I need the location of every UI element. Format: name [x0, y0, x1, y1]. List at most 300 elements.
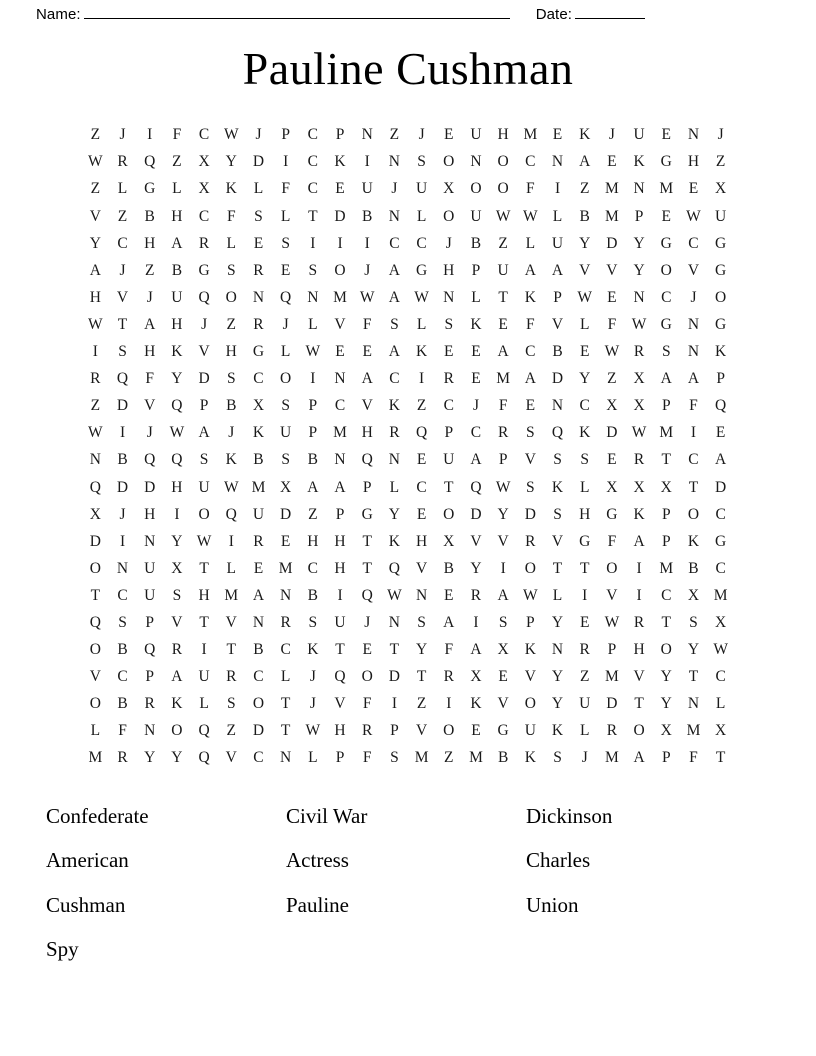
grid-cell[interactable]: L [226, 559, 237, 577]
grid-cell[interactable]: I [419, 370, 425, 388]
grid-cell[interactable]: H [144, 343, 156, 361]
grid-cell[interactable]: B [117, 641, 128, 659]
grid-cell[interactable]: Z [389, 126, 400, 144]
grid-cell[interactable]: J [364, 613, 371, 631]
grid-cell[interactable]: I [310, 370, 316, 388]
grid-cell[interactable]: L [199, 695, 209, 713]
grid-cell[interactable]: V [334, 695, 346, 713]
grid-cell[interactable]: S [580, 451, 590, 469]
grid-cell[interactable]: X [252, 397, 265, 415]
grid-cell[interactable]: E [552, 126, 563, 144]
grid-cell[interactable]: C [715, 668, 726, 686]
grid-cell[interactable]: Z [90, 126, 101, 144]
grid-cell[interactable]: W [523, 207, 538, 225]
grid-cell[interactable]: O [497, 153, 509, 171]
grid-cell[interactable]: T [280, 695, 291, 713]
grid-cell[interactable]: W [686, 207, 701, 225]
grid-cell[interactable]: O [660, 641, 672, 659]
grid-cell[interactable]: J [472, 397, 479, 415]
grid-cell[interactable]: P [335, 505, 345, 523]
grid-cell[interactable]: W [631, 424, 647, 442]
grid-cell[interactable]: H [171, 315, 183, 333]
grid-cell[interactable]: T [199, 559, 209, 577]
grid-cell[interactable]: P [308, 424, 318, 442]
grid-cell[interactable]: B [552, 343, 563, 361]
grid-cell[interactable]: S [308, 613, 318, 631]
grid-cell[interactable]: L [117, 180, 128, 198]
grid-cell[interactable]: Z [444, 749, 454, 767]
grid-cell[interactable]: V [687, 261, 700, 279]
grid-cell[interactable]: B [253, 451, 264, 469]
grid-cell[interactable]: W [196, 532, 212, 550]
grid-cell[interactable]: Q [144, 641, 156, 659]
grid-cell[interactable]: Y [551, 695, 564, 713]
grid-cell[interactable]: S [553, 505, 562, 523]
grid-cell[interactable]: X [715, 613, 727, 631]
grid-cell[interactable]: L [552, 586, 563, 604]
word-list-item[interactable]: Spy [46, 937, 79, 962]
grid-cell[interactable]: P [362, 478, 372, 496]
grid-cell[interactable]: I [582, 586, 588, 604]
grid-cell[interactable]: U [144, 559, 156, 577]
grid-cell[interactable]: C [443, 397, 454, 415]
grid-cell[interactable]: A [633, 532, 645, 550]
grid-cell[interactable]: V [497, 695, 509, 713]
grid-cell[interactable]: Q [116, 370, 129, 388]
grid-cell[interactable]: G [660, 234, 672, 252]
grid-cell[interactable]: H [171, 478, 183, 496]
grid-cell[interactable]: E [335, 180, 345, 198]
grid-cell[interactable]: P [281, 126, 290, 144]
grid-cell[interactable]: T [634, 695, 644, 713]
grid-cell[interactable]: K [415, 343, 428, 361]
grid-cell[interactable]: S [226, 695, 236, 713]
grid-cell[interactable]: N [388, 153, 400, 171]
grid-cell[interactable]: Y [633, 234, 645, 252]
grid-cell[interactable]: F [607, 532, 617, 550]
grid-cell[interactable]: C [688, 451, 699, 469]
grid-cell[interactable]: O [89, 641, 101, 659]
grid-cell[interactable]: D [606, 424, 618, 442]
grid-cell[interactable]: V [171, 613, 183, 631]
grid-cell[interactable]: E [661, 126, 672, 144]
grid-cell[interactable]: U [470, 207, 482, 225]
grid-cell[interactable]: K [470, 315, 482, 333]
word-list-item[interactable]: American [46, 848, 129, 873]
grid-cell[interactable]: Y [660, 695, 672, 713]
grid-cell[interactable]: D [116, 397, 129, 415]
grid-cell[interactable]: E [280, 261, 291, 279]
grid-cell[interactable]: Z [579, 180, 590, 198]
grid-cell[interactable]: Y [171, 532, 183, 550]
grid-cell[interactable]: C [307, 153, 319, 171]
grid-cell[interactable]: O [89, 559, 101, 577]
grid-cell[interactable]: J [146, 424, 153, 442]
grid-cell[interactable]: M [469, 749, 483, 767]
grid-cell[interactable]: G [579, 532, 591, 550]
grid-cell[interactable]: X [606, 397, 618, 415]
grid-cell[interactable]: A [497, 586, 509, 604]
grid-cell[interactable]: Z [226, 315, 237, 333]
grid-cell[interactable]: O [225, 288, 237, 306]
grid-cell[interactable]: L [552, 207, 563, 225]
grid-cell[interactable]: S [417, 153, 426, 171]
grid-cell[interactable]: V [415, 722, 428, 740]
grid-cell[interactable]: X [470, 668, 482, 686]
grid-cell[interactable]: L [715, 695, 726, 713]
grid-cell[interactable]: H [225, 343, 237, 361]
grid-cell[interactable]: H [144, 234, 156, 252]
grid-cell[interactable]: V [470, 532, 482, 550]
grid-cell[interactable]: R [606, 722, 618, 740]
grid-cell[interactable]: W [305, 722, 321, 740]
grid-cell[interactable]: Q [144, 451, 156, 469]
grid-cell[interactable]: A [551, 261, 564, 279]
grid-cell[interactable]: L [471, 288, 481, 306]
grid-cell[interactable]: Q [715, 397, 727, 415]
grid-cell[interactable]: F [607, 315, 617, 333]
grid-cell[interactable]: N [307, 288, 319, 306]
grid-cell[interactable]: N [280, 749, 292, 767]
grid-cell[interactable]: U [551, 234, 564, 252]
grid-cell[interactable]: S [199, 451, 209, 469]
grid-cell[interactable]: M [333, 288, 347, 306]
grid-cell[interactable]: R [90, 370, 101, 388]
grid-cell[interactable]: W [88, 315, 103, 333]
grid-cell[interactable]: G [415, 261, 428, 279]
grid-cell[interactable]: T [362, 559, 372, 577]
grid-cell[interactable]: R [443, 370, 454, 388]
grid-cell[interactable]: Y [89, 234, 101, 252]
grid-cell[interactable]: Q [388, 559, 400, 577]
grid-cell[interactable]: A [470, 641, 482, 659]
grid-cell[interactable]: X [715, 722, 727, 740]
grid-cell[interactable]: W [169, 424, 185, 442]
grid-cell[interactable]: X [715, 180, 727, 198]
grid-cell[interactable]: C [253, 668, 264, 686]
grid-cell[interactable]: R [117, 749, 128, 767]
grid-cell[interactable]: L [280, 207, 291, 225]
grid-cell[interactable]: E [498, 668, 508, 686]
grid-cell[interactable]: V [144, 397, 156, 415]
grid-cell[interactable]: G [606, 505, 618, 523]
grid-cell[interactable]: N [252, 288, 265, 306]
grid-cell[interactable]: K [524, 749, 536, 767]
grid-cell[interactable]: O [443, 207, 455, 225]
grid-cell[interactable]: H [198, 586, 210, 604]
grid-cell[interactable]: Y [415, 641, 428, 659]
grid-cell[interactable]: L [280, 668, 291, 686]
grid-cell[interactable]: Y [551, 668, 564, 686]
grid-cell[interactable]: A [524, 370, 536, 388]
grid-cell[interactable]: X [280, 478, 292, 496]
grid-cell[interactable]: C [198, 126, 210, 144]
grid-cell[interactable]: Q [144, 153, 156, 171]
grid-cell[interactable]: O [715, 288, 727, 306]
grid-cell[interactable]: E [253, 234, 264, 252]
grid-cell[interactable]: Q [89, 478, 101, 496]
grid-cell[interactable]: E [444, 586, 454, 604]
grid-cell[interactable]: K [524, 641, 536, 659]
grid-cell[interactable]: K [633, 153, 645, 171]
grid-cell[interactable]: E [362, 641, 372, 659]
grid-cell[interactable]: Z [144, 261, 155, 279]
grid-cell[interactable]: F [689, 397, 698, 415]
grid-cell[interactable]: A [252, 586, 265, 604]
grid-cell[interactable]: S [689, 613, 698, 631]
grid-cell[interactable]: K [252, 424, 265, 442]
word-list-item[interactable]: Actress [286, 848, 349, 873]
grid-cell[interactable]: N [633, 288, 645, 306]
grid-cell[interactable]: N [415, 586, 428, 604]
grid-cell[interactable]: P [498, 451, 508, 469]
grid-cell[interactable]: B [579, 207, 590, 225]
grid-cell[interactable]: K [388, 397, 400, 415]
grid-cell[interactable]: Q [198, 722, 210, 740]
grid-cell[interactable]: I [147, 126, 153, 144]
grid-cell[interactable]: N [388, 613, 400, 631]
grid-cell[interactable]: O [334, 261, 346, 279]
grid-cell[interactable]: R [117, 153, 128, 171]
grid-cell[interactable]: U [361, 180, 373, 198]
grid-cell[interactable]: K [524, 288, 536, 306]
grid-cell[interactable]: D [252, 722, 265, 740]
grid-cell[interactable]: C [416, 478, 427, 496]
grid-cell[interactable]: Z [308, 505, 318, 523]
grid-cell[interactable]: G [252, 343, 265, 361]
grid-cell[interactable]: V [606, 261, 618, 279]
grid-cell[interactable]: N [334, 451, 346, 469]
grid-cell[interactable]: V [633, 668, 645, 686]
word-list-item[interactable]: Pauline [286, 892, 349, 917]
grid-cell[interactable]: B [253, 641, 264, 659]
grid-cell[interactable]: R [633, 343, 645, 361]
grid-cell[interactable]: Z [579, 668, 590, 686]
grid-cell[interactable]: D [524, 505, 536, 523]
grid-cell[interactable]: Q [361, 451, 373, 469]
grid-cell[interactable]: E [416, 505, 427, 523]
grid-cell[interactable]: X [633, 478, 645, 496]
grid-cell[interactable]: V [89, 207, 101, 225]
grid-cell[interactable]: J [608, 126, 615, 144]
grid-cell[interactable]: N [551, 153, 564, 171]
grid-cell[interactable]: K [551, 722, 564, 740]
grid-cell[interactable]: T [661, 613, 672, 631]
grid-cell[interactable]: Z [117, 207, 128, 225]
grid-cell[interactable]: R [226, 668, 237, 686]
word-list-item[interactable]: Charles [526, 848, 591, 873]
grid-cell[interactable]: C [117, 234, 128, 252]
grid-cell[interactable]: U [633, 126, 645, 144]
grid-cell[interactable]: I [446, 695, 452, 713]
grid-cell[interactable]: M [496, 370, 511, 388]
grid-cell[interactable]: H [687, 153, 700, 171]
grid-cell[interactable]: K [633, 505, 645, 523]
grid-cell[interactable]: S [390, 749, 399, 767]
grid-cell[interactable]: P [634, 207, 644, 225]
grid-cell[interactable]: W [631, 315, 647, 333]
grid-cell[interactable]: O [89, 695, 101, 713]
grid-cell[interactable]: I [174, 505, 180, 523]
grid-cell[interactable]: B [362, 207, 373, 225]
grid-cell[interactable]: R [253, 315, 264, 333]
grid-cell[interactable]: N [687, 315, 700, 333]
grid-cell[interactable]: J [309, 668, 316, 686]
grid-cell[interactable]: E [444, 126, 454, 144]
grid-cell[interactable]: R [525, 532, 536, 550]
grid-cell[interactable]: V [415, 559, 428, 577]
grid-cell[interactable]: A [715, 451, 727, 469]
grid-cell[interactable]: S [553, 451, 562, 469]
grid-cell[interactable]: F [444, 641, 454, 659]
grid-cell[interactable]: K [551, 478, 564, 496]
grid-cell[interactable]: D [470, 505, 482, 523]
grid-cell[interactable]: C [470, 424, 482, 442]
grid-cell[interactable]: C [389, 370, 400, 388]
grid-cell[interactable]: P [390, 722, 399, 740]
grid-cell[interactable]: T [416, 668, 427, 686]
grid-cell[interactable]: O [687, 505, 700, 523]
grid-cell[interactable]: R [171, 641, 183, 659]
grid-cell[interactable]: G [660, 315, 672, 333]
grid-cell[interactable]: S [390, 315, 399, 333]
grid-cell[interactable]: B [226, 397, 237, 415]
grid-cell[interactable]: W [604, 343, 620, 361]
grid-cell[interactable]: K [225, 180, 237, 198]
date-input-line[interactable] [575, 7, 645, 19]
grid-cell[interactable]: R [198, 234, 210, 252]
grid-cell[interactable]: L [172, 180, 182, 198]
grid-cell[interactable]: M [605, 749, 619, 767]
grid-cell[interactable]: O [497, 180, 509, 198]
grid-cell[interactable]: R [253, 532, 264, 550]
grid-cell[interactable]: X [633, 397, 645, 415]
grid-cell[interactable]: H [579, 505, 591, 523]
grid-cell[interactable]: Q [334, 668, 346, 686]
grid-cell[interactable]: W [305, 343, 321, 361]
grid-cell[interactable]: U [280, 424, 292, 442]
grid-cell[interactable]: X [497, 641, 509, 659]
grid-cell[interactable]: J [309, 695, 316, 713]
grid-cell[interactable]: A [171, 668, 183, 686]
grid-cell[interactable]: P [145, 668, 155, 686]
grid-cell[interactable]: T [226, 641, 237, 659]
grid-cell[interactable]: T [117, 315, 128, 333]
grid-cell[interactable]: T [199, 613, 209, 631]
grid-cell[interactable]: A [660, 370, 672, 388]
grid-cell[interactable]: U [198, 668, 210, 686]
grid-cell[interactable]: E [525, 397, 536, 415]
grid-cell[interactable]: Z [607, 370, 617, 388]
grid-cell[interactable]: H [334, 559, 346, 577]
grid-cell[interactable]: F [526, 180, 535, 198]
grid-cell[interactable]: S [281, 234, 290, 252]
grid-cell[interactable]: C [525, 153, 536, 171]
grid-cell[interactable]: H [415, 532, 428, 550]
grid-cell[interactable]: F [118, 722, 127, 740]
grid-cell[interactable]: I [310, 234, 316, 252]
grid-cell[interactable]: S [226, 261, 236, 279]
grid-cell[interactable]: X [198, 180, 210, 198]
grid-cell[interactable]: G [660, 153, 672, 171]
grid-cell[interactable]: M [414, 749, 429, 767]
grid-cell[interactable]: S [308, 261, 318, 279]
grid-cell[interactable]: E [362, 343, 372, 361]
grid-cell[interactable]: W [88, 424, 103, 442]
grid-cell[interactable]: I [473, 613, 479, 631]
grid-cell[interactable]: A [579, 153, 591, 171]
grid-cell[interactable]: N [633, 180, 645, 198]
grid-cell[interactable]: N [361, 126, 373, 144]
grid-cell[interactable]: N [334, 370, 346, 388]
grid-cell[interactable]: R [280, 613, 291, 631]
grid-cell[interactable]: L [226, 234, 237, 252]
grid-cell[interactable]: C [307, 559, 319, 577]
grid-cell[interactable]: A [633, 749, 645, 767]
grid-cell[interactable]: Y [144, 749, 156, 767]
grid-cell[interactable]: S [226, 370, 236, 388]
grid-cell[interactable]: U [171, 288, 183, 306]
grid-cell[interactable]: W [495, 207, 511, 225]
grid-cell[interactable]: G [144, 180, 156, 198]
grid-cell[interactable]: S [254, 207, 263, 225]
grid-cell[interactable]: B [307, 451, 319, 469]
grid-cell[interactable]: H [171, 207, 183, 225]
grid-cell[interactable]: P [661, 749, 671, 767]
grid-cell[interactable]: U [497, 261, 509, 279]
grid-cell[interactable]: J [581, 749, 588, 767]
grid-cell[interactable]: F [362, 695, 372, 713]
grid-cell[interactable]: M [605, 180, 619, 198]
grid-cell[interactable]: I [201, 641, 207, 659]
grid-cell[interactable]: S [526, 478, 535, 496]
grid-cell[interactable]: B [171, 261, 183, 279]
grid-cell[interactable]: P [553, 288, 562, 306]
grid-cell[interactable]: M [523, 126, 538, 144]
grid-cell[interactable]: P [199, 397, 209, 415]
grid-cell[interactable]: V [579, 261, 591, 279]
grid-cell[interactable]: W [577, 288, 593, 306]
grid-cell[interactable]: C [117, 586, 128, 604]
grid-cell[interactable]: U [415, 180, 428, 198]
grid-cell[interactable]: S [526, 424, 535, 442]
grid-cell[interactable]: Q [551, 424, 564, 442]
grid-cell[interactable]: D [198, 370, 210, 388]
grid-cell[interactable]: C [579, 397, 590, 415]
grid-cell[interactable]: Q [280, 288, 292, 306]
grid-cell[interactable]: Y [171, 370, 183, 388]
grid-cell[interactable]: J [255, 126, 262, 144]
grid-cell[interactable]: M [278, 559, 293, 577]
grid-cell[interactable]: V [606, 586, 618, 604]
grid-cell[interactable]: T [498, 288, 508, 306]
grid-cell[interactable]: D [551, 370, 564, 388]
grid-cell[interactable]: X [443, 532, 455, 550]
grid-cell[interactable]: M [659, 559, 674, 577]
grid-cell[interactable]: O [633, 722, 645, 740]
grid-cell[interactable]: K [579, 424, 591, 442]
grid-cell[interactable]: X [89, 505, 101, 523]
grid-cell[interactable]: V [116, 288, 129, 306]
grid-cell[interactable]: E [607, 451, 617, 469]
grid-cell[interactable]: P [145, 613, 155, 631]
grid-cell[interactable]: O [524, 695, 536, 713]
grid-cell[interactable]: P [716, 370, 725, 388]
grid-cell[interactable]: T [90, 586, 101, 604]
grid-cell[interactable]: U [443, 451, 455, 469]
grid-cell[interactable]: M [659, 424, 674, 442]
grid-cell[interactable]: V [89, 668, 101, 686]
